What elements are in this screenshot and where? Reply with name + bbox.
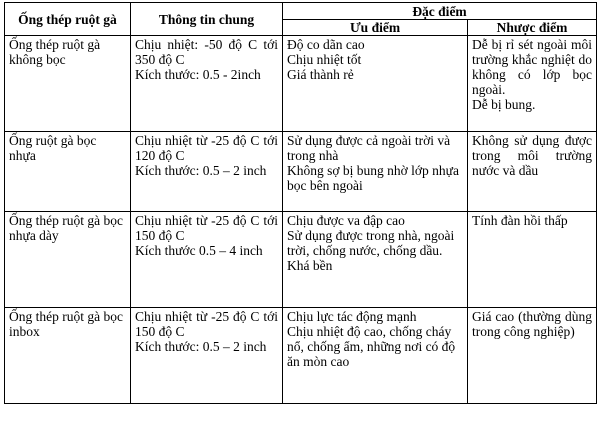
pipe-name: Ống ruột gà bọc nhựa: [5, 132, 131, 212]
header-cons: Nhược điểm: [468, 20, 597, 36]
pros-line: Sử dụng được cả ngoài trời và trong nhà: [287, 133, 451, 163]
pros-line: Sử dụng được trong nhà, ngoài trời, chống nước, chống dầu.: [287, 228, 455, 258]
table-row: [5, 212, 597, 308]
pros-line: Chịu được va đập cao: [287, 213, 405, 228]
cons-line: Giá cao (thường dùng trong công nghiệp): [472, 309, 592, 339]
table-row: [5, 132, 597, 212]
pipe-name: Ống thép ruột gà bọc nhựa dày: [5, 212, 131, 308]
pros-line: Chịu lực tác động mạnh: [287, 309, 417, 324]
info-line: Kích thước: 0.5 - 2inch: [135, 67, 261, 82]
info-line: Chịu nhiệt: -50 độ C tới 350 độ C: [135, 37, 278, 67]
info-line: Kích thước 0.5 – 4 inch: [135, 243, 263, 258]
cons-cell: [468, 212, 597, 308]
pipe-name: Ống thép ruột gà bọc inbox: [5, 308, 131, 404]
cons-cell: [468, 36, 597, 132]
pipe-name: Ống thép ruột gà không bọc: [5, 36, 131, 132]
cons-line: Dễ bị bung.: [472, 97, 536, 112]
header-general-info: Thông tin chung: [131, 3, 283, 36]
pros-cell: [283, 36, 468, 132]
cons-line: Dễ bị rỉ sét ngoài môi trường khắc nghiệt do không có lớp bọc ngoài.: [472, 37, 592, 97]
general-info-cell: [131, 212, 283, 308]
cons-cell: [468, 308, 597, 404]
comparison-table: [4, 2, 597, 404]
general-info-cell: [131, 36, 283, 132]
pros-line: Giá thành rẻ: [287, 67, 354, 82]
info-line: Chịu nhiệt từ -25 độ C tới 150 độ C: [135, 309, 278, 339]
general-info-cell: [131, 308, 283, 404]
pros-line: Chịu nhiệt tốt: [287, 52, 362, 67]
pros-cell: [283, 308, 468, 404]
cons-line: Tính đàn hồi thấp: [472, 213, 568, 228]
info-line: Chịu nhiệt từ -25 độ C tới 150 độ C: [135, 213, 278, 243]
general-info-cell: [131, 132, 283, 212]
pros-cell: [283, 212, 468, 308]
comparison-table-container: [4, 2, 597, 404]
pros-cell: [283, 132, 468, 212]
info-line: Chịu nhiệt từ -25 độ C tới 120 độ C: [135, 133, 278, 163]
header-row: [5, 3, 597, 20]
pros-line: Độ co dãn cao: [287, 37, 365, 52]
header-characteristics: Đặc điểm: [283, 3, 597, 20]
pros-line: Khá bền: [287, 258, 333, 273]
header-pipe-type: Ống thép ruột gà: [5, 3, 131, 36]
cons-line: Không sử dụng được trong môi trường nước và dầu: [472, 133, 592, 178]
pros-line: Chịu nhiệt độ cao, chống cháy nổ, chống ẩm, những nơi có độ ăn mòn cao: [287, 324, 456, 369]
table-row: [5, 308, 597, 404]
cons-cell: [468, 132, 597, 212]
info-line: Kích thước: 0.5 – 2 inch: [135, 163, 267, 178]
pros-line: Không sợ bị bung nhờ lớp nhựa bọc bên ngoài: [287, 163, 459, 193]
table-row: [5, 36, 597, 132]
header-pros: Ưu điểm: [283, 20, 468, 36]
info-line: Kích thước: 0.5 – 2 inch: [135, 339, 267, 354]
